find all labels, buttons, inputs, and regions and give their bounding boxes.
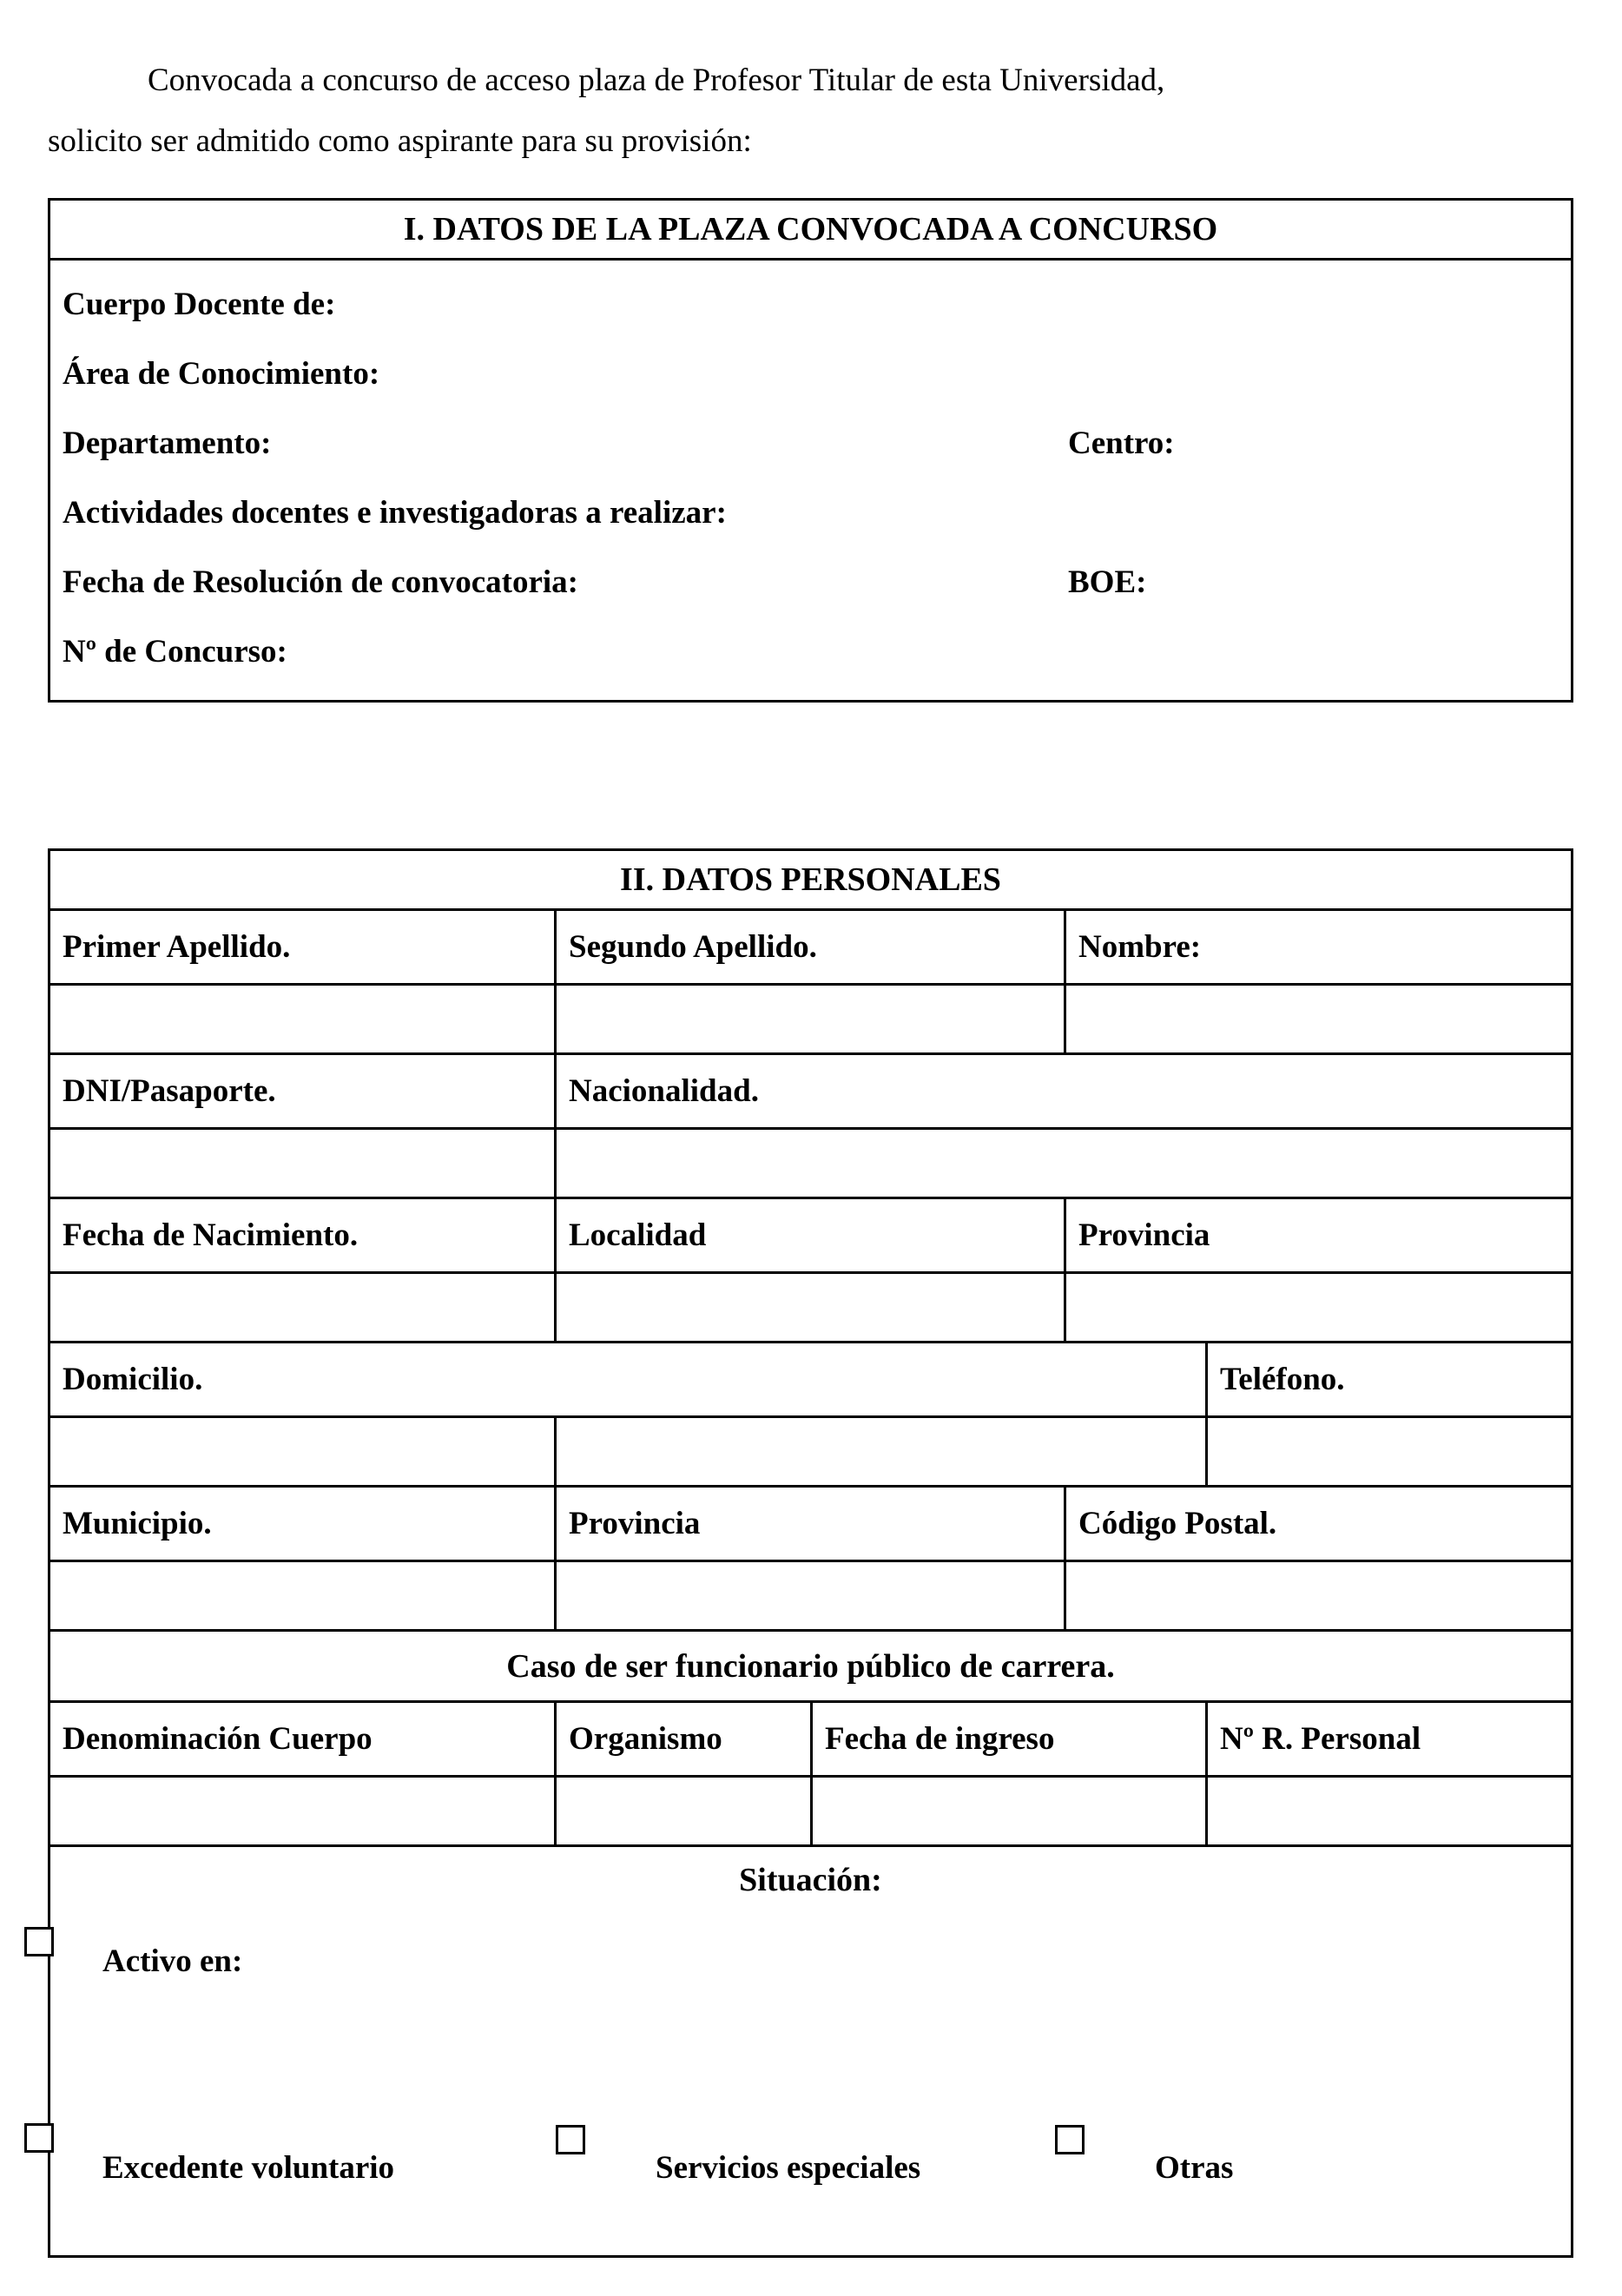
section1-title: I. DATOS DE LA PLAZA CONVOCADA A CONCURSO bbox=[403, 211, 1218, 247]
intro-paragraph bbox=[48, 50, 1574, 172]
field-line-num-concurso[interactable] bbox=[50, 617, 1571, 686]
label-num-concurso: Nº de Concurso: bbox=[63, 633, 287, 670]
field-provincia-nacimiento[interactable] bbox=[1064, 1274, 1571, 1341]
section1-body bbox=[50, 258, 1571, 700]
label-activo-en: Activo en: bbox=[102, 1943, 243, 1979]
label-organismo: Organismo bbox=[554, 1703, 810, 1775]
label-cuerpo-docente: Cuerpo Docente de: bbox=[63, 286, 336, 322]
label-num-registro-personal: Nº R. Personal bbox=[1205, 1703, 1571, 1775]
field-provincia-domicilio[interactable] bbox=[554, 1562, 1064, 1629]
field-segundo-apellido[interactable] bbox=[554, 986, 1064, 1052]
field-num-registro-personal[interactable] bbox=[1205, 1778, 1571, 1844]
label-codigo-postal: Código Postal. bbox=[1064, 1488, 1571, 1560]
label-primer-apellido: Primer Apellido. bbox=[63, 929, 291, 965]
field-localidad[interactable] bbox=[554, 1274, 1064, 1341]
label-localidad: Localidad bbox=[554, 1199, 1064, 1271]
label-denominacion-cuerpo: Denominación Cuerpo bbox=[63, 1721, 373, 1757]
label-area-conocimiento: Área de Conocimiento: bbox=[63, 355, 380, 392]
situacion-title: Situación: bbox=[739, 1862, 882, 1898]
field-line-fecha-resolucion-boe[interactable] bbox=[50, 547, 1571, 617]
label-fecha-resolucion: Fecha de Resolución de convocatoria: bbox=[63, 564, 578, 600]
label-fecha-nacimiento: Fecha de Nacimiento. bbox=[63, 1217, 359, 1253]
section2-title: II. DATOS PERSONALES bbox=[620, 861, 1001, 898]
field-domicilio-2[interactable] bbox=[554, 1418, 1205, 1485]
field-line-actividades[interactable] bbox=[50, 478, 1571, 547]
label-boe: BOE: bbox=[1068, 564, 1147, 600]
field-denominacion-cuerpo[interactable] bbox=[50, 1778, 554, 1844]
label-segundo-apellido: Segundo Apellido. bbox=[554, 911, 1064, 983]
label-telefono: Teléfono. bbox=[1205, 1343, 1571, 1415]
label-fecha-ingreso: Fecha de ingreso bbox=[810, 1703, 1205, 1775]
field-organismo[interactable] bbox=[554, 1778, 810, 1844]
label-excedente-voluntario: Excedente voluntario bbox=[102, 2150, 395, 2186]
field-nombre[interactable] bbox=[1064, 986, 1571, 1052]
label-actividades: Actividades docentes e investigadoras a realizar: bbox=[63, 494, 727, 531]
field-telefono[interactable] bbox=[1205, 1418, 1571, 1485]
table-datos-plaza bbox=[48, 198, 1573, 703]
table-datos-personales bbox=[48, 848, 1573, 2258]
label-otras: Otras bbox=[1155, 2150, 1234, 2186]
intro-line-2: solicito ser admitido como aspirante para su provisión: bbox=[48, 123, 752, 159]
field-fecha-ingreso[interactable] bbox=[810, 1778, 1205, 1844]
checkbox-servicios-especiales[interactable] bbox=[556, 2125, 585, 2154]
funcionario-header: Caso de ser funcionario público de carrera. bbox=[506, 1647, 1115, 1685]
field-primer-apellido[interactable] bbox=[50, 986, 554, 1052]
field-domicilio-1[interactable] bbox=[50, 1418, 554, 1485]
field-municipio[interactable] bbox=[50, 1562, 554, 1629]
field-codigo-postal[interactable] bbox=[1064, 1562, 1571, 1629]
label-provincia-domicilio: Provincia bbox=[554, 1488, 1064, 1560]
field-line-departamento-centro[interactable] bbox=[50, 408, 1571, 478]
checkbox-otras[interactable] bbox=[1055, 2125, 1085, 2154]
intro-line-1: Convocada a concurso de acceso plaza de Profesor Titular de esta Universidad, bbox=[148, 63, 1165, 98]
label-nacionalidad: Nacionalidad. bbox=[554, 1055, 1571, 1127]
label-centro: Centro: bbox=[1068, 425, 1175, 461]
label-servicios-especiales: Servicios especiales bbox=[656, 2150, 921, 2186]
label-nombre: Nombre: bbox=[1064, 911, 1571, 983]
field-line-cuerpo-docente[interactable] bbox=[50, 269, 1571, 339]
checkbox-excedente-voluntario[interactable] bbox=[24, 2123, 54, 2153]
situacion-section bbox=[50, 1847, 1571, 2255]
field-line-area-conocimiento[interactable] bbox=[50, 339, 1571, 408]
checkbox-activo-en[interactable] bbox=[24, 1927, 54, 1956]
field-fecha-nacimiento[interactable] bbox=[50, 1274, 554, 1341]
label-domicilio: Domicilio. bbox=[63, 1362, 203, 1397]
label-dni-pasaporte: DNI/Pasaporte. bbox=[63, 1073, 276, 1109]
label-municipio: Municipio. bbox=[63, 1506, 212, 1541]
label-departamento: Departamento: bbox=[63, 425, 272, 461]
field-nacionalidad[interactable] bbox=[554, 1130, 1571, 1197]
field-dni-pasaporte[interactable] bbox=[50, 1130, 554, 1197]
label-provincia-nacimiento: Provincia bbox=[1064, 1199, 1571, 1271]
